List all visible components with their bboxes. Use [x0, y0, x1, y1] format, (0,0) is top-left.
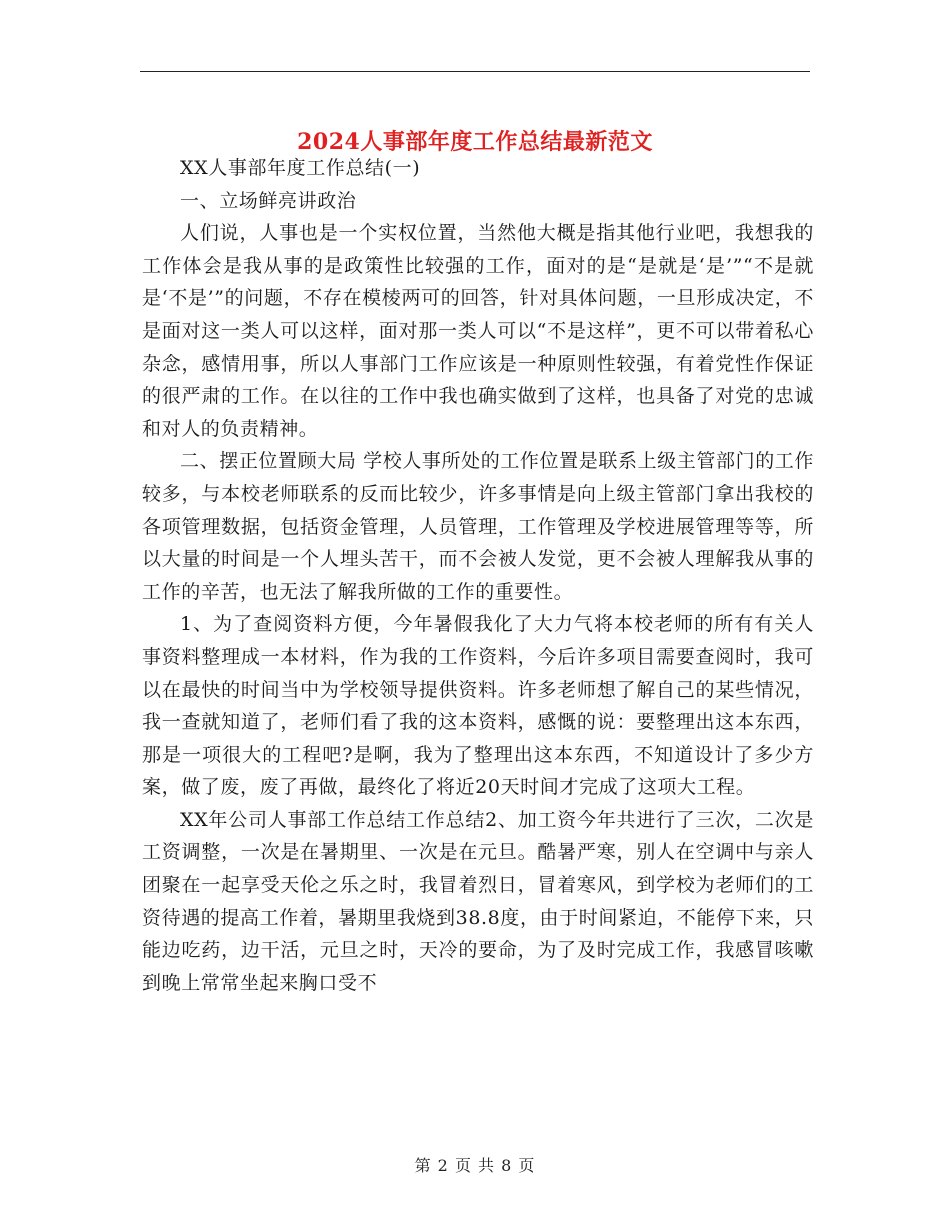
body-paragraph: 1、为了查阅资料方便，今年暑假我化了大力气将本校老师的所有有关人事资料整理成一本材料，作为我的工作资料，今后许多项目需要查阅时，我可以在最快的时间当中为学校领导提供资料。许多老师想了解自己的某些情况，我一查就知道了，老师们看了我的这本资料，感慨的说：要整理出这本东西，那是一项很大的工程吧?是啊，我为了整理出这本东西，不知道设计了多少方案，做了废，废了再做，最终化了将近20天时间才完成了这项大工程。 [142, 613, 814, 799]
body-paragraph: XX年公司人事部工作总结工作总结2、加工资今年共进行了三次，二次是工资调整，一次是在暑期里、一次是在元旦。酷暑严寒，别人在空调中与亲人团聚在一起享受天伦之乐之时，我冒着烈日，冒着寒风，到学校为老师们的工资待遇的提高工作着，暑期里我烧到38.8度，由于时间紧迫，不能停下来，只能边吃药，边干活，元旦之时，天冷的要命，为了及时完成工作，我感冒咳嗽到晚上常常坐起来胸口受不 [142, 808, 814, 994]
subsection-heading: 一、立场鲜亮讲政治 [180, 189, 357, 212]
section-heading: XX人事部年度工作总结(一) [180, 157, 421, 179]
document-title: 2024人事部年度工作总结最新范文 [297, 128, 653, 155]
header-rule [140, 71, 810, 72]
page-number: 第 2 页 共 8 页 [414, 1156, 536, 1175]
body-paragraph: 人们说，人事也是一个实权位置，当然他大概是指其他行业吧，我想我的工作体会是我从事的是政策性比较强的工作，面对的是“是就是‘是’”“不是就是‘不是’”的问题，不存在模棱两可的回答，针对具体问题，一旦形成决定，不是面对这一类人可以这样，面对那一类人可以“不是这样”，更不可以带着私心杂念，感情用事，所以人事部门工作应该是一种原则性较强，有着党性作保证的很严肃的工作。在以往的工作中我也确实做到了这样，也具备了对党的忠诚和对人的负责精神。 [142, 222, 814, 440]
document-body [142, 152, 814, 999]
body-paragraph: 二、摆正位置顾大局 学校人事所处的工作位置是联系上级主管部门的工作较多，与本校老师联系的反而比较少，许多事情是向上级主管部门拿出我校的各项管理数据，包括资金管理，人员管理，工作管理及学校进展管理等等，所以大量的时间是一个人埋头苦干，而不会被人发觉，更不会被人理解我从事的工作的辛苦，也无法了解我所做的工作的重要性。 [142, 450, 814, 603]
